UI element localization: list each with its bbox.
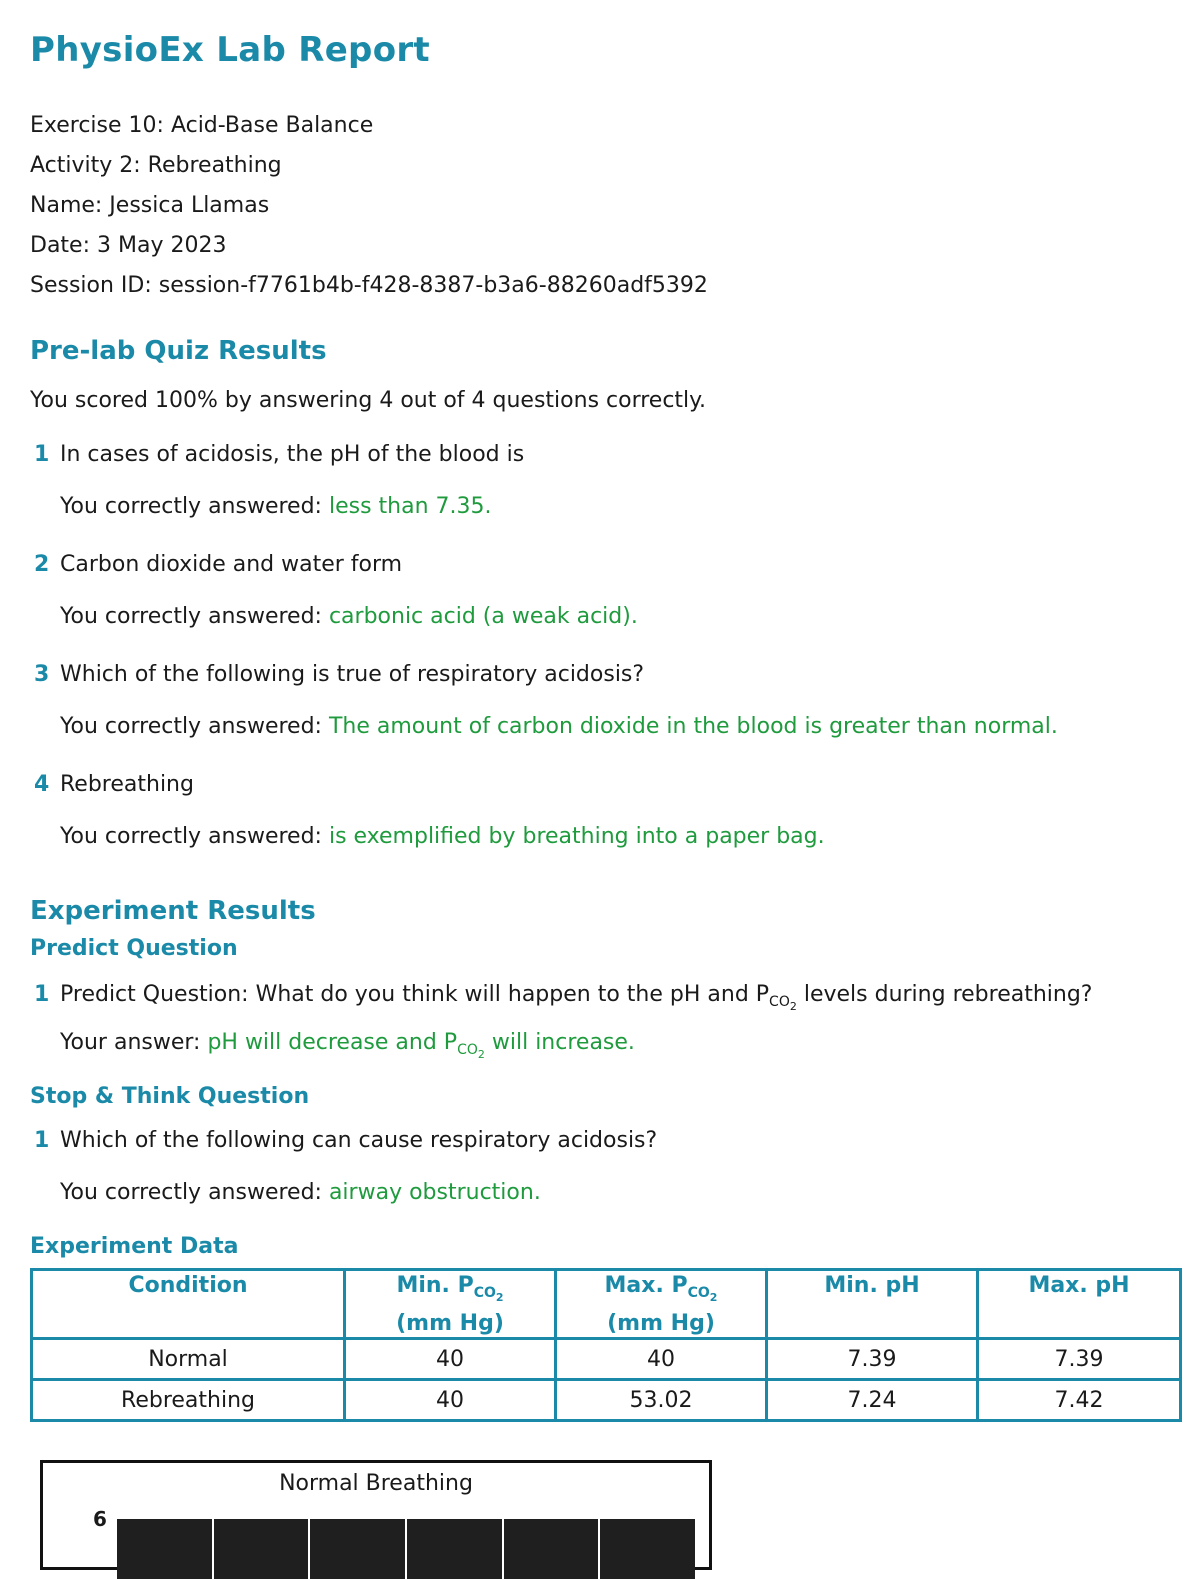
col-min-pco2: Min. $P_{CO_2}$ (mm Hg) [345,1270,556,1339]
col-min-ph: Min. pH [767,1270,978,1339]
session-line: Session ID: session-f7761b4b-f428-8387-b3a6-88260adf5392 [30,273,708,298]
answer-text: carbonic acid (a weak acid). [328,604,638,629]
cell-condition: Rebreathing [32,1380,345,1421]
question-text: Which of the following is true of respiratory acidosis? [60,662,645,687]
table-header-row [32,1270,1181,1339]
prelab-answer [30,714,1200,744]
plot-grid-cell [310,1519,407,1579]
y-tick-label: 6 [93,1507,107,1531]
table-row [32,1380,1181,1421]
plot-grid-cell [117,1519,214,1579]
cell-max-pco2: 53.02 [556,1380,767,1421]
question-text: Predict Question: What do you think will happen to the pH and $P_{CO_2}$ levels during rebreathing? [60,982,1093,1014]
answer-prefix: You correctly answered: [60,714,329,739]
plot-grid-cell [504,1519,601,1579]
question-number: 2 [34,552,50,577]
cell-max-ph: 7.42 [978,1380,1181,1421]
question-number: 1 [34,442,50,467]
prelab-question [30,662,1200,692]
col-condition: Condition [32,1270,345,1339]
answer-prefix: You correctly answered: [60,1180,329,1205]
prelab-question [30,552,1200,582]
cell-condition: Normal [32,1339,345,1380]
prelab-score: You scored 100% by answering 4 out of 4 questions correctly. [30,388,707,413]
answer-prefix: Your answer: [60,1030,208,1055]
question-text: In cases of acidosis, the pH of the blood is [60,442,525,467]
stop-think-question [30,1128,1200,1158]
question-number: 4 [34,772,50,797]
cell-max-ph: 7.39 [978,1339,1181,1380]
chart-plot-area [117,1519,695,1579]
cell-min-pco2: 40 [345,1380,556,1421]
report-title: PhysioEx Lab Report [30,30,430,70]
cell-min-ph: 7.39 [767,1339,978,1380]
prelab-heading: Pre-lab Quiz Results [30,336,327,366]
name-line: Name: Jessica Llamas [30,193,270,218]
col-max-pco2: Max. $P_{CO_2}$ (mm Hg) [556,1270,767,1339]
normal-breathing-chart [40,1460,712,1570]
question-number: 3 [34,662,50,687]
plot-grid-cell [407,1519,504,1579]
answer-prefix: You correctly answered: [60,494,329,519]
table-row [32,1339,1181,1380]
question-text: Carbon dioxide and water form [60,552,403,577]
predict-heading: Predict Question [30,936,238,961]
stop-think-answer [30,1180,1200,1210]
chart-title: Normal Breathing [279,1471,473,1496]
question-number: 1 [34,982,50,1007]
prelab-answer [30,824,1200,854]
prelab-question [30,772,1200,802]
question-text: Which of the following can cause respiratory acidosis? [60,1128,658,1153]
cell-min-ph: 7.24 [767,1380,978,1421]
col-max-ph: Max. pH [978,1270,1181,1339]
exercise-line: Exercise 10: Acid-Base Balance [30,113,374,138]
report-meta [30,106,1200,306]
answer-prefix: You correctly answered: [60,824,329,849]
predict-answer [30,1030,1200,1064]
prelab-questions [30,442,1200,854]
predict-question [30,982,1200,1016]
question-number: 1 [34,1128,50,1153]
cell-min-pco2: 40 [345,1339,556,1380]
cell-max-pco2: 40 [556,1339,767,1380]
answer-text: less than 7.35. [328,494,492,519]
prelab-answer [30,604,1200,634]
date-line: Date: 3 May 2023 [30,233,227,258]
answer-prefix: You correctly answered: [60,604,329,629]
question-text: Rebreathing [60,772,194,797]
plot-grid-cell [214,1519,311,1579]
answer-text: pH will decrease and $P_{CO_2}$ will increase. [207,1030,635,1062]
plot-grid-cell [600,1519,695,1579]
answer-text: is exemplified by breathing into a paper bag. [328,824,825,849]
activity-line: Activity 2: Rebreathing [30,153,282,178]
answer-text: The amount of carbon dioxide in the blood is greater than normal. [328,714,1058,739]
prelab-question [30,442,1200,472]
experiment-data-table [30,1268,1182,1422]
experiment-data-heading: Experiment Data [30,1234,239,1259]
answer-text: airway obstruction. [328,1180,541,1205]
experiment-heading: Experiment Results [30,896,316,926]
stop-think-heading: Stop & Think Question [30,1084,310,1109]
prelab-answer [30,494,1200,524]
